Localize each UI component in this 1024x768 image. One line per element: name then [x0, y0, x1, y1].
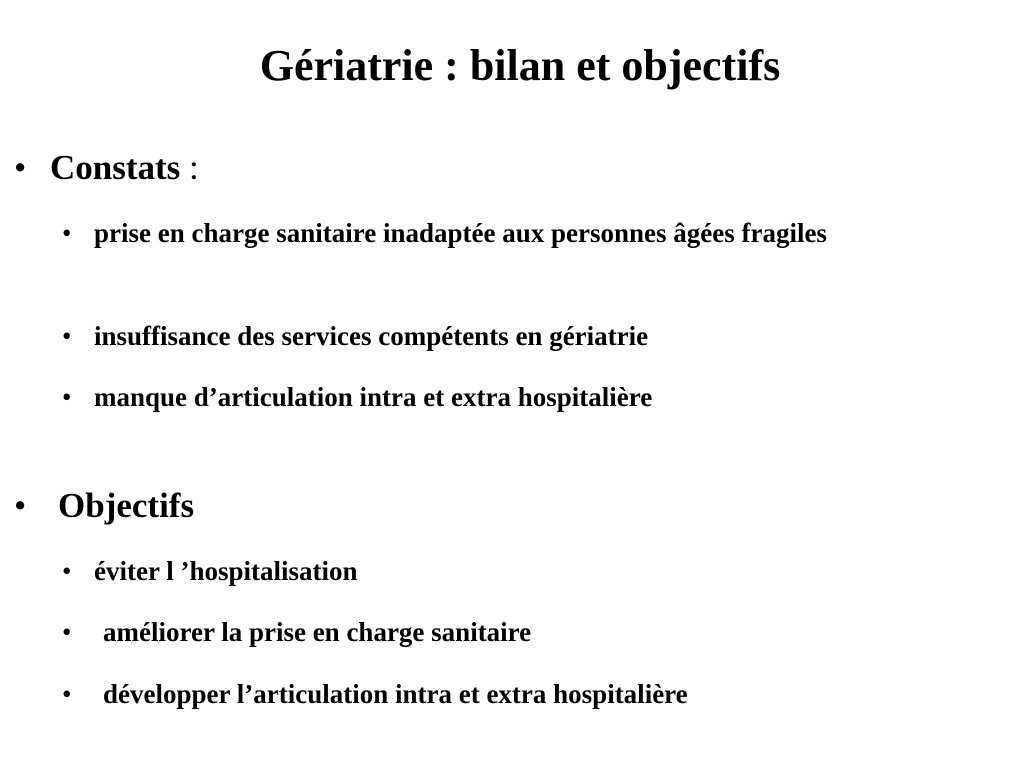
- bullet-icon: •: [62, 556, 72, 586]
- list-item-text: manque d’articulation intra et extra hospitalière: [94, 382, 653, 412]
- list-item-text: améliorer la prise en charge sanitaire: [103, 617, 532, 647]
- bullet-icon: •: [62, 679, 72, 709]
- list-item-text: développer l’articulation intra et extra hospitalière: [103, 679, 688, 709]
- list-item-text: éviter l ’hospitalisation: [94, 556, 358, 586]
- bullet-icon: •: [14, 148, 27, 187]
- bullet-icon: •: [14, 486, 27, 525]
- list-item-text: insuffisance des services compétents en gériatrie: [94, 321, 649, 351]
- bullet-icon: •: [62, 617, 72, 647]
- section-heading-label: Objectifs: [58, 486, 195, 525]
- section-heading-label: Constats: [50, 148, 181, 187]
- list-item-text: prise en charge sanitaire inadaptée aux personnes âgées fragiles: [94, 218, 827, 248]
- bullet-icon: •: [62, 382, 72, 412]
- slide-title: Gériatrie : bilan et objectifs: [259, 41, 781, 90]
- bullet-icon: •: [62, 218, 72, 248]
- bullet-icon: •: [62, 321, 72, 351]
- section-heading-suffix: :: [180, 148, 199, 187]
